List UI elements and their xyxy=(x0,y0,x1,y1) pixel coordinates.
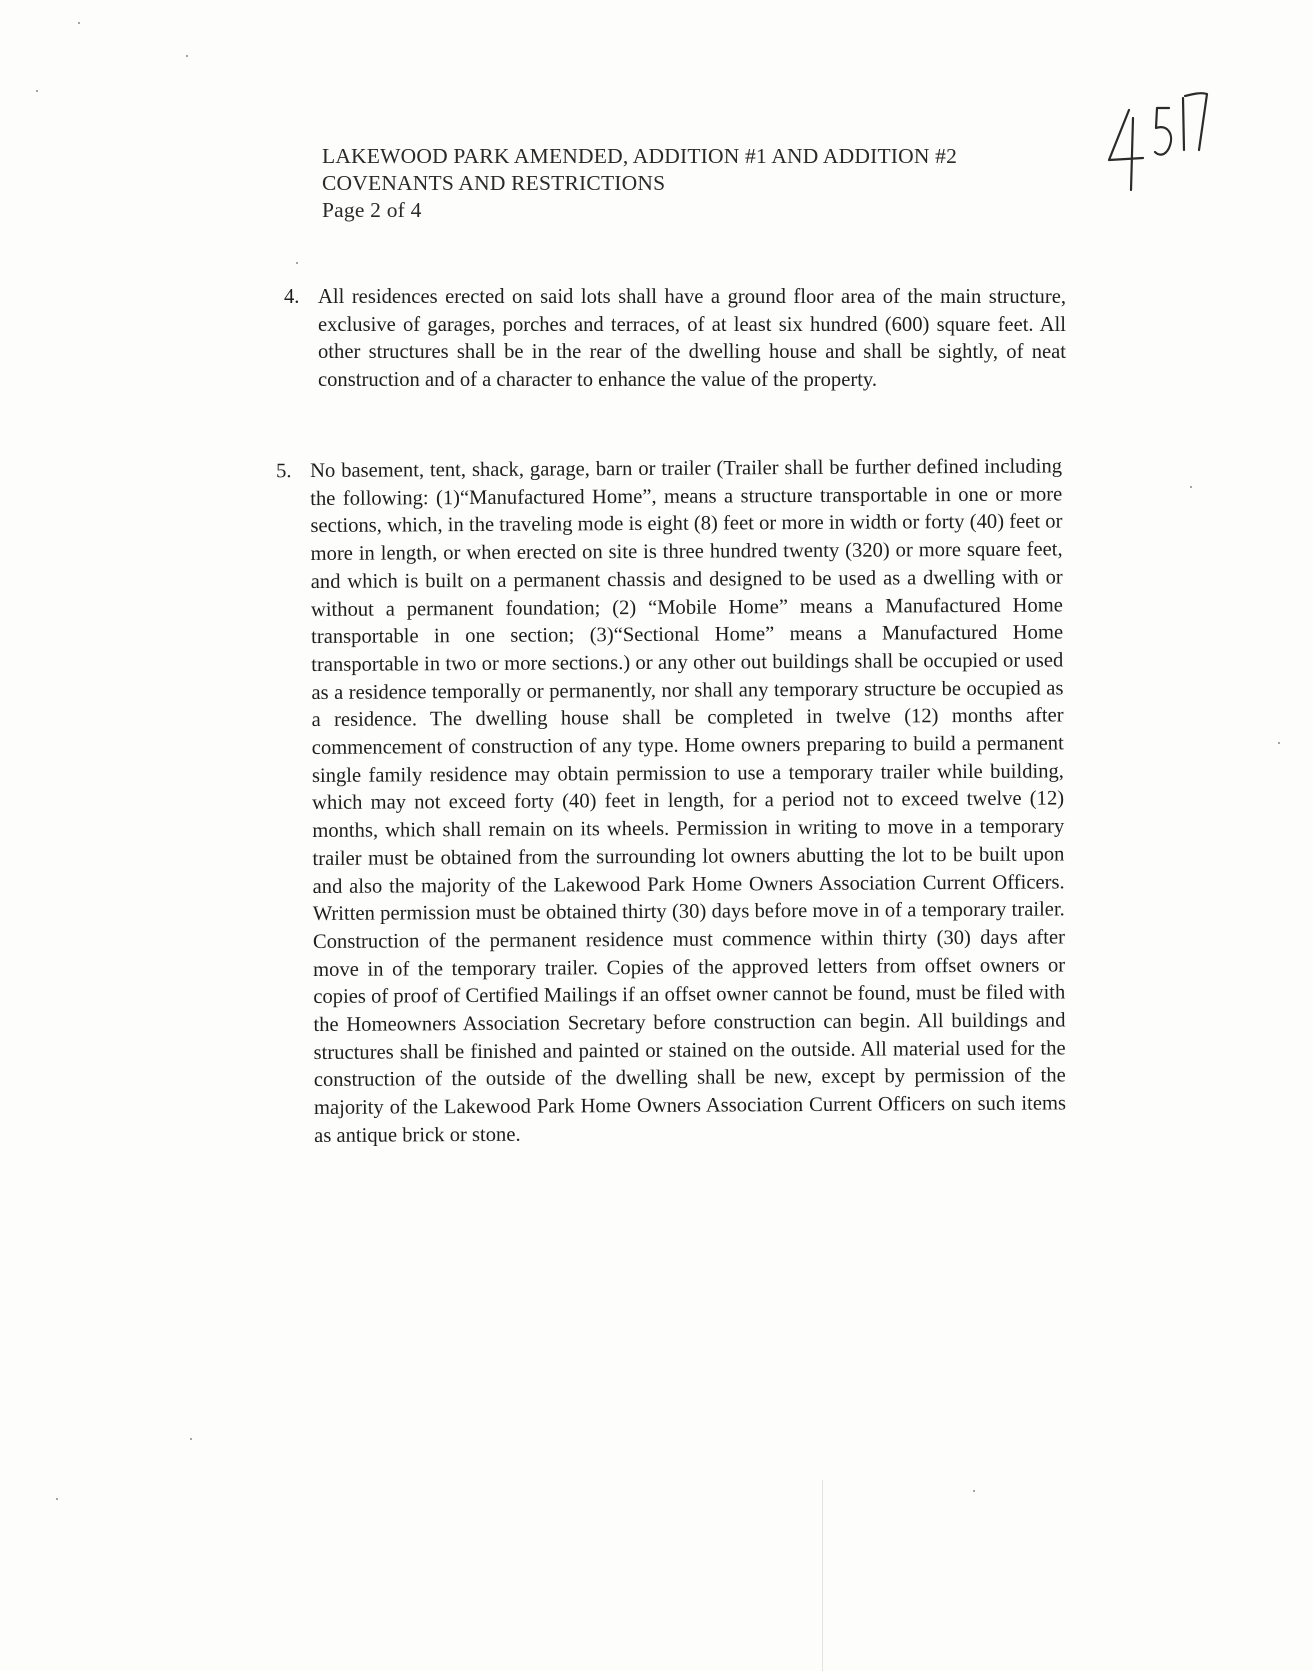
header-subtitle-line: COVENANTS AND RESTRICTIONS xyxy=(322,171,666,195)
document-header xyxy=(322,143,1122,224)
scan-speck xyxy=(973,1490,975,1492)
scan-speck xyxy=(1190,486,1192,488)
scan-speck xyxy=(78,22,80,24)
scan-speck xyxy=(56,1498,58,1500)
scan-speck xyxy=(190,1438,192,1440)
item-number: 4. xyxy=(284,286,300,308)
scan-speck xyxy=(1278,742,1280,744)
header-title-line: LAKEWOOD PARK AMENDED, ADDITION #1 AND ADDITION #2 xyxy=(322,144,958,168)
covenant-item-4 xyxy=(284,284,1066,395)
scan-speck xyxy=(296,262,298,264)
item-number: 5. xyxy=(276,460,292,483)
covenant-item-5 xyxy=(276,453,1067,1150)
scan-speck xyxy=(186,55,188,57)
item-text: No basement, tent, shack, garage, barn or trailer (Trailer shall be further defined including the following: (1)“Manufactured Home”, means a structure transportable in one or more sections, which, in the traveling mode is eight (8) feet or more in width or forty (40) feet or more in length, or when erected on site is three hundred twenty (320) or more square feet, and which is built on a permanent chassis and designed to be used as a dwelling with or without a permanent foundation; (2) “Mobile Home” means a Manufactured Home transportable in one section; (3)“Sectional Home” means a Manufactured Home transportable in two or more sections.) or any other out buildings shall be occupied or used as a residence temporally or permanently, nor shall any temporary structure be occupied as a residence. The dwelling house shall be completed in twelve (12) months after commencement of construction of any type. Home owners preparing to build a permanent single family residence may obtain permission to use a temporary trailer while building, which may not exceed forty (40) feet in length, for a period not to exceed twelve (12) months, which shall remain on its wheels. Permission in writing to move in a temporary trailer must be obtained from the surrounding lot owners abutting the lot to be built upon and also the majority of the Lakewood Park Home Owners Association Current Officers. Written permission must be obtained thirty (30) days before move in of a temporary trailer. Construction of the permanent residence must commence within thirty (30) days after move in of the temporary trailer. Copies of the approved letters from offset owners or copies of proof of Certified Mailings if an offset owner cannot be found, must be filed with the Homeowners Association Secretary before construction can begin. All buildings and structures shall be finished and painted or stained on the outside. All material used for the construction of the outside of the dwelling shall be new, except by permission of the majority of the Lakewood Park Home Owners Association Current Officers on such items as antique brick or stone. xyxy=(310,455,1067,1147)
item-text: All residences erected on said lots shall have a ground floor area of the main structure, exclusive of garages, porches and terraces, of at least six hundred (600) square feet. All other structures shall be in the rear of the dwelling house and shall be sightly, of neat construction and of a character to enhance the value of the property. xyxy=(318,286,1066,392)
scan-speck xyxy=(36,90,38,92)
scan-line xyxy=(822,1480,823,1671)
handwritten-page-mark xyxy=(1103,88,1213,198)
page-number: Page 2 of 4 xyxy=(322,198,422,222)
